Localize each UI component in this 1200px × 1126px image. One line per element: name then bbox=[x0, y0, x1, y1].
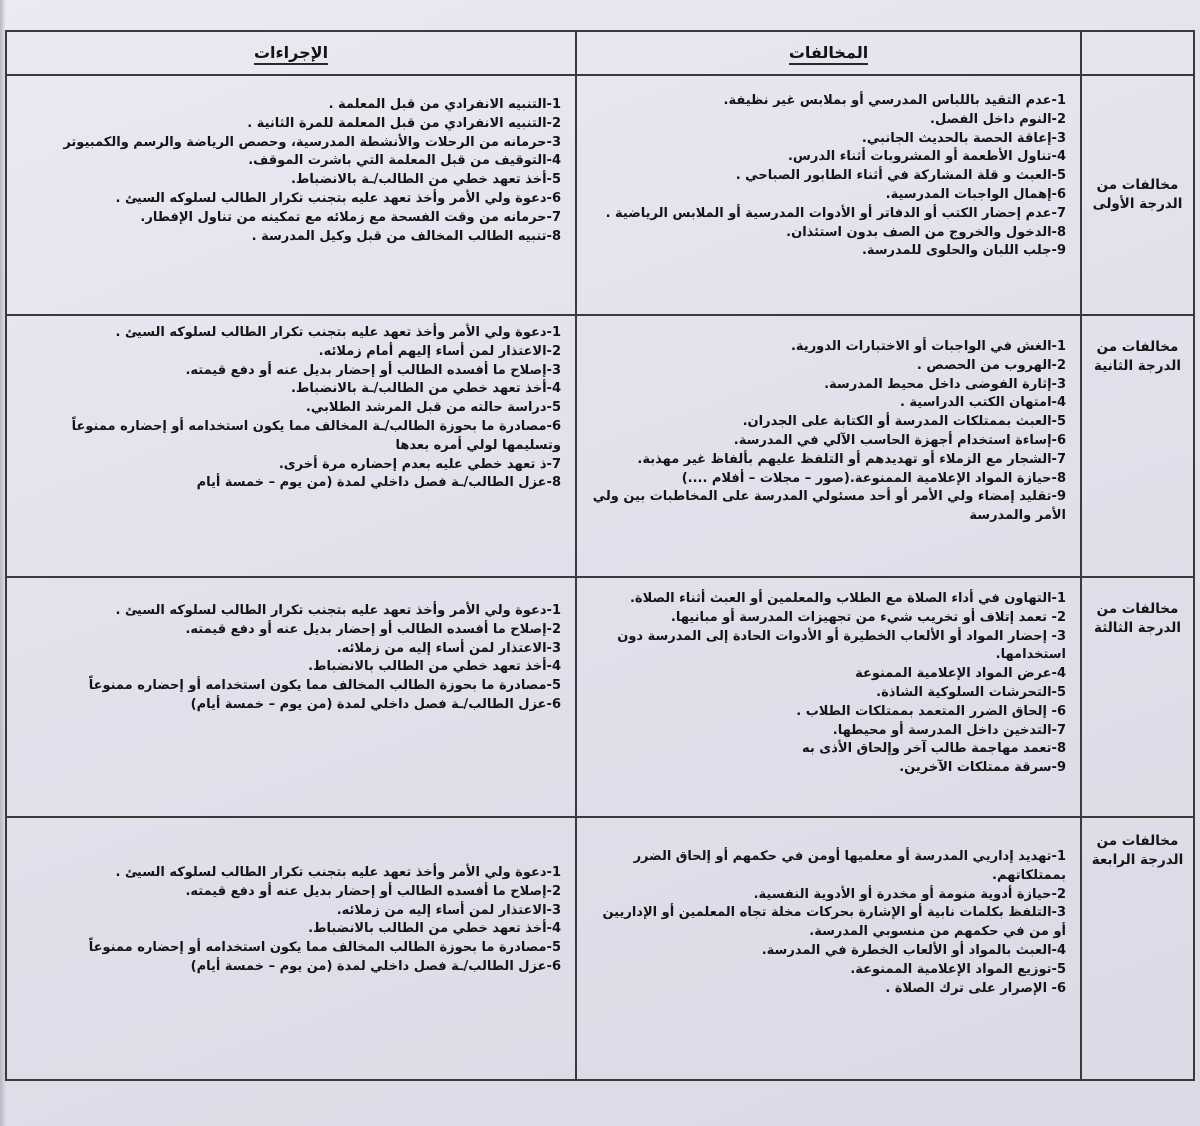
list-item: 8-تنبيه الطالب المخالف من قبل وكيل المدرسة . bbox=[251, 228, 561, 244]
table-row-degree-3 bbox=[6, 577, 1194, 817]
header-violations bbox=[576, 31, 1081, 75]
list-item: 4-التوقيف من قبل المعلمة التي باشرت الموقف. bbox=[248, 153, 561, 169]
list-item: 3-التلفظ بكلمات نابية أو الإشارة بحركات مخلة تجاه المعلمين أو الإداريين أو من في حكمهم من منسوبي المدرسة. bbox=[602, 905, 1066, 940]
list-item: 7-حرمانه من وقت الفسحة مع زملائه مع تمكينه من تناول الإفطار. bbox=[140, 209, 561, 225]
list-item: 6- إلحاق الضرر المتعمد بممتلكات الطلاب . bbox=[796, 703, 1066, 719]
table-row-degree-2 bbox=[6, 315, 1194, 577]
list-item: 9-جلب اللبان والحلوى للمدرسة. bbox=[861, 243, 1066, 259]
degree-label: مخالفات من الدرجة الثانية bbox=[1094, 339, 1181, 374]
list-item: 2- تعمد إتلاف أو تخريب شيء من تجهيزات المدرسة أو مبانيها. bbox=[670, 609, 1066, 625]
actions-list bbox=[7, 96, 575, 246]
list-item: 1-دعوة ولي الأمر وأخذ تعهد عليه بتجنب تكرار الطالب لسلوكه السيئ . bbox=[115, 325, 561, 340]
degree-cell bbox=[1081, 75, 1194, 315]
actions-cell bbox=[6, 577, 576, 817]
header-violations-label: المخالفات bbox=[789, 43, 868, 65]
list-item: 2-الاعتذار لمن أساء إليهم أمام زملائه. bbox=[318, 343, 561, 359]
degree-cell bbox=[1081, 577, 1194, 817]
list-item: 4-أخذ تعهد خطي من الطالب بالانضباط. bbox=[308, 659, 561, 675]
list-item: 2-التنبيه الانفرادي من قبل المعلمة للمرة الثانية . bbox=[247, 115, 561, 131]
table-row-degree-1 bbox=[6, 75, 1194, 315]
actions-list bbox=[7, 602, 575, 715]
degree-cell bbox=[1081, 315, 1194, 577]
list-item: 6- الإصرار على ترك الصلاة . bbox=[885, 980, 1066, 996]
list-item: 7-الشجار مع الزملاء أو تهديدهم أو التلفظ عليهم بألفاظ غير مهذبة. bbox=[637, 451, 1066, 467]
header-actions-label: الإجراءات bbox=[254, 43, 328, 65]
list-item: 5-مصادرة ما بحوزة الطالب المخالف مما يكون استخدامه أو إحضاره ممنوعاً bbox=[88, 678, 561, 694]
list-item: 1-تهديد إداريي المدرسة أو معلميها أومن في حكمهم أو إلحاق الضرر بممتلكاتهم. bbox=[633, 849, 1066, 883]
violations-cell bbox=[576, 315, 1081, 577]
violations-list bbox=[577, 590, 1080, 778]
list-item: 6-عزل الطالب/ـة فصل داخلي لمدة (من يوم – خمسة أيام) bbox=[190, 958, 561, 974]
actions-cell bbox=[6, 817, 576, 1080]
violations-cell bbox=[576, 577, 1081, 817]
degree-label: مخالفات من الدرجة الأولى bbox=[1092, 177, 1183, 212]
list-item: 3-الاعتذار لمن أساء إليه من زملائه. bbox=[336, 640, 561, 656]
header-degree bbox=[1081, 31, 1194, 75]
list-item: 6-إساءة استخدام أجهزة الحاسب الآلي في المدرسة. bbox=[733, 432, 1066, 448]
list-item: 4-تناول الأطعمة أو المشروبات أثناء الدرس. bbox=[787, 149, 1066, 165]
violations-list bbox=[577, 338, 1080, 526]
actions-cell bbox=[6, 75, 576, 315]
list-item: 9-تقليد إمضاء ولي الأمر أو أحد مسئولي المدرسة على المخاطبات بين ولي الأمر والمدرسة bbox=[592, 489, 1066, 524]
list-item: 5-دراسة حالته من قبل المرشد الطلابي. bbox=[305, 400, 561, 416]
list-item: 3-إعاقة الحصة بالحديث الجانبي. bbox=[861, 130, 1066, 146]
violations-table bbox=[5, 30, 1195, 1081]
actions-cell bbox=[6, 315, 576, 577]
degree-label: مخالفات من الدرجة الثالثة bbox=[1094, 601, 1181, 636]
list-item: 9-سرقة ممتلكات الآخرين. bbox=[899, 760, 1066, 776]
header-row bbox=[6, 31, 1194, 75]
list-item: 1-دعوة ولي الأمر وأخذ تعهد عليه بتجنب تكرار الطالب لسلوكه السيئ . bbox=[115, 603, 561, 618]
list-item: 4-عرض المواد الإعلامية الممنوعة bbox=[855, 666, 1066, 682]
violations-list bbox=[577, 92, 1080, 261]
list-item: 2-النوم داخل الفصل. bbox=[930, 111, 1066, 127]
list-item: 7-ذ تعهد خطي عليه بعدم إحضاره مرة أخرى. bbox=[278, 456, 561, 472]
list-item: 7-عدم إحضار الكتب أو الدفاتر أو الأدوات المدرسية أو الملابس الرياضية . bbox=[605, 205, 1066, 221]
header-actions bbox=[6, 31, 576, 75]
list-item: 5-أخذ تعهد خطي من الطالب/ـة بالانضباط. bbox=[290, 172, 561, 188]
list-item: 4-أخذ تعهد خطي من الطالب/ـة بالانضباط. bbox=[290, 381, 561, 397]
list-item: 4-امتهان الكتب الدراسية . bbox=[899, 395, 1066, 411]
list-item: 2-إصلاح ما أفسده الطالب أو إحضار بديل عنه أو دفع قيمته. bbox=[185, 621, 561, 637]
list-item: 1-دعوة ولي الأمر وأخذ تعهد عليه بتجنب تكرار الطالب لسلوكه السيئ . bbox=[115, 865, 561, 880]
list-item: 8-تعمد مهاجمة طالب آخر وإلحاق الأذى به bbox=[802, 741, 1066, 757]
degree-cell bbox=[1081, 817, 1194, 1080]
list-item: 3-إثارة الفوضى داخل محيط المدرسة. bbox=[824, 376, 1066, 392]
list-item: 3-إصلاح ما أفسده الطالب أو إحضار بديل عنه أو دفع قيمته. bbox=[185, 362, 561, 378]
list-item: 7-التدخين داخل المدرسة أو محيطها. bbox=[832, 722, 1066, 738]
list-item: 2-حيازة أدوية منومة أو مخدرة أو الأدوية النفسية. bbox=[753, 886, 1066, 902]
list-item: 5-العبث و قلة المشاركة في أثناء الطابور الصباحي . bbox=[735, 168, 1066, 184]
degree-label: مخالفات من الدرجة الرابعة bbox=[1091, 833, 1184, 868]
list-item: 1-الغش في الواجبات أو الاختبارات الدورية. bbox=[790, 339, 1066, 354]
list-item: 8-عزل الطالب/ـة فصل داخلي لمدة (من يوم – خمسة أيام bbox=[196, 475, 561, 491]
list-item: 3-الاعتذار لمن أساء إليه من زملائه. bbox=[336, 902, 561, 918]
list-item: 6-دعوة ولي الأمر وأخذ تعهد عليه بتجنب تكرار الطالب لسلوكه السيئ . bbox=[115, 190, 561, 206]
violations-cell bbox=[576, 75, 1081, 315]
actions-list bbox=[7, 864, 575, 977]
list-item: 4-أخذ تعهد خطي من الطالب بالانضباط. bbox=[308, 921, 561, 937]
actions-list bbox=[7, 324, 575, 493]
list-item: 3- إحضار المواد أو الألعاب الخطيرة أو الأدوات الحادة إلى المدرسة دون استخدامها. bbox=[617, 628, 1066, 663]
list-item: 5-توزيع المواد الإعلامية الممنوعة. bbox=[850, 961, 1066, 977]
violations-list bbox=[577, 848, 1080, 998]
list-item: 1-التهاون في أداء الصلاة مع الطلاب والمعلمين أو العبث أثناء الصلاة. bbox=[629, 591, 1066, 606]
list-item: 1-التنبيه الانفرادي من قبل المعلمة . bbox=[328, 97, 561, 112]
list-item: 5-مصادرة ما بحوزة الطالب المخالف مما يكون استخدامه أو إحضاره ممنوعاً bbox=[88, 940, 561, 956]
list-item: 5-العبث بممتلكات المدرسة أو الكتابة على الجدران. bbox=[742, 414, 1066, 430]
list-item: 2-الهروب من الحصص . bbox=[916, 357, 1066, 373]
table-row-degree-4 bbox=[6, 817, 1194, 1080]
list-item: 1-عدم التقيد باللباس المدرسي أو بملابس غير نظيفة. bbox=[723, 93, 1066, 108]
list-item: 2-إصلاح ما أفسده الطالب أو إحضار بديل عنه أو دفع قيمته. bbox=[185, 883, 561, 899]
list-item: 8-حيازة المواد الإعلامية الممنوعة.(صور – مجلات – أفلام ....) bbox=[681, 470, 1066, 486]
list-item: 5-التحرشات السلوكية الشاذة. bbox=[876, 684, 1066, 700]
list-item: 8-الدخول والخروج من الصف بدون استئذان. bbox=[786, 224, 1066, 240]
list-item: 6-مصادرة ما بحوزة الطالب/ـة المخالف مما يكون استخدامه أو إحضاره ممنوعاً وتسليمها لولي أمره بعدها bbox=[71, 418, 561, 453]
violations-cell bbox=[576, 817, 1081, 1080]
list-item: 4-العبث بالمواد أو الألعاب الخطرة في المدرسة. bbox=[761, 942, 1066, 958]
list-item: 6-عزل الطالب/ـة فصل داخلي لمدة (من يوم – خمسة أيام) bbox=[190, 696, 561, 712]
list-item: 3-حرمانه من الرحلات والأنشطة المدرسية، وحصص الرياضة والرسم والكمبيوتر bbox=[63, 134, 561, 150]
list-item: 6-إهمال الواجبات المدرسية. bbox=[885, 186, 1066, 202]
